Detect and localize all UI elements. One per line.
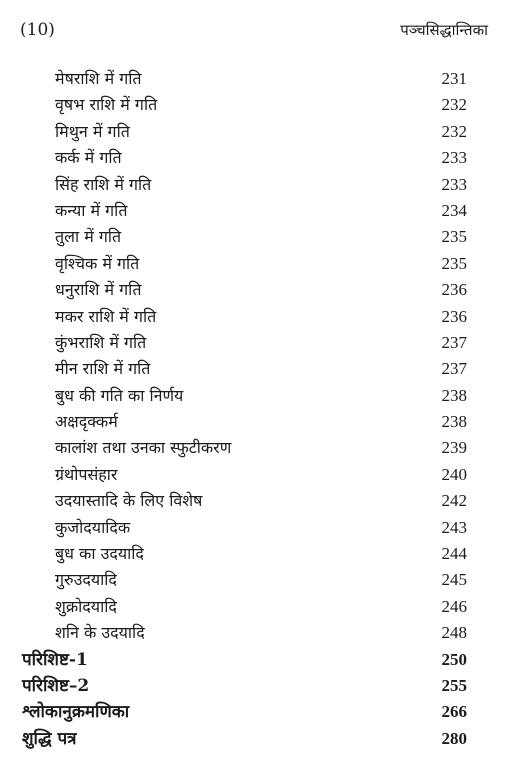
toc-entry	[0, 92, 510, 118]
toc-entry-page: 235	[441, 227, 467, 247]
running-title: पञ्चसिद्धान्तिका	[400, 21, 488, 39]
toc-entry-label: कन्या में गति	[55, 200, 128, 220]
toc-entry	[0, 620, 510, 646]
toc-entry-label: कुंभराशि में गति	[55, 332, 147, 352]
toc-entry	[0, 304, 510, 330]
toc-entry-label: मिथुन में गति	[55, 121, 130, 141]
toc-entry-page: 244	[441, 544, 467, 564]
toc-entry	[0, 330, 510, 356]
toc-entry-page: 235	[441, 253, 467, 273]
toc-entry-label: सिंह राशि में गति	[55, 174, 152, 194]
toc-entry	[0, 198, 510, 224]
toc-entry	[0, 356, 510, 382]
toc-entry-page: 243	[441, 517, 467, 537]
toc-section-page: 255	[441, 675, 467, 695]
toc-entry	[0, 383, 510, 409]
toc-entry-label: ग्रंथोपसंहार	[55, 464, 118, 484]
toc-entry	[0, 277, 510, 303]
toc-entry-label: मीन राशि में गति	[55, 359, 151, 379]
toc-entry-label: मकर राशि में गति	[55, 306, 157, 326]
toc-entry-label: शनि के उदयादि	[55, 623, 145, 643]
toc-entry-page: 231	[441, 69, 467, 88]
toc-entry-page: 236	[441, 280, 467, 300]
toc-entry	[0, 462, 510, 488]
toc-section	[0, 699, 510, 725]
toc-entry	[0, 119, 510, 145]
page-header	[20, 20, 488, 44]
toc-entry-label: कर्क में गति	[55, 148, 122, 168]
toc-entry-label: गुरुउदयादि	[55, 570, 117, 590]
toc-entry-page: 233	[441, 148, 467, 168]
toc-entry	[0, 435, 510, 461]
toc-entry-page: 242	[441, 491, 467, 511]
toc-entry	[0, 172, 510, 198]
toc-entry	[0, 541, 510, 567]
toc-section	[0, 726, 510, 752]
toc-entry-page: 246	[441, 596, 467, 616]
toc-entry	[0, 567, 510, 593]
toc-section	[0, 673, 510, 699]
toc-entry	[0, 224, 510, 250]
toc-entry-label: कालांश तथा उनका स्फुटीकरण	[55, 438, 232, 458]
toc-entry-label: मेषराशि में गति	[55, 69, 142, 88]
toc-entry-page: 232	[441, 95, 467, 115]
toc-entry-label: वृषभ राशि में गति	[55, 95, 158, 115]
toc-entry-page: 236	[441, 306, 467, 326]
toc-entry-label: उदयास्तादि के लिए विशेष	[55, 491, 203, 511]
page-number: (10)	[20, 20, 55, 40]
toc-entry-page: 240	[441, 464, 467, 484]
toc-section-label: शुद्धि पत्र	[22, 728, 77, 749]
toc-entry-label: धनुराशि में गति	[55, 280, 142, 300]
toc-entry	[0, 594, 510, 620]
toc-entry	[0, 251, 510, 277]
toc-entry-label: शुक्रोदयादि	[55, 596, 117, 616]
toc-section-page: 266	[441, 702, 467, 722]
toc-entry-page: 232	[441, 121, 467, 141]
toc-entry-page: 238	[441, 412, 467, 432]
toc-entry	[0, 515, 510, 541]
toc-entry	[0, 488, 510, 514]
toc-entry	[0, 409, 510, 435]
toc-entry-page: 237	[441, 359, 467, 379]
toc-entry-label: वृश्चिक में गति	[55, 253, 140, 273]
toc-section-label: श्लोकानुक्रमणिका	[22, 702, 130, 723]
toc-section-label: परिशिष्ट-1	[22, 649, 88, 670]
toc-entry-label: अक्षदृक्कर्म	[55, 412, 118, 432]
toc-section-page: 280	[441, 728, 467, 748]
table-of-contents	[0, 66, 510, 752]
toc-entry-page: 239	[441, 438, 467, 458]
toc-section-label: परिशिष्ट–2	[22, 675, 90, 696]
toc-entry-label: तुला में गति	[55, 227, 122, 247]
toc-entry-label: बुध की गति का निर्णय	[55, 385, 184, 405]
toc-entry-page: 233	[441, 174, 467, 194]
toc-entry-page: 238	[441, 385, 467, 405]
toc-entry	[0, 66, 510, 92]
toc-entry-page: 237	[441, 332, 467, 352]
toc-entry-page: 248	[441, 623, 467, 643]
toc-entry-page: 234	[441, 200, 467, 220]
toc-entry-page: 245	[441, 570, 467, 590]
toc-section-page: 250	[441, 649, 467, 669]
toc-section	[0, 647, 510, 673]
toc-entry	[0, 145, 510, 171]
toc-entry-label: बुध का उदयादि	[55, 544, 144, 564]
toc-entry-label: कुजोदयादिक	[55, 517, 131, 537]
